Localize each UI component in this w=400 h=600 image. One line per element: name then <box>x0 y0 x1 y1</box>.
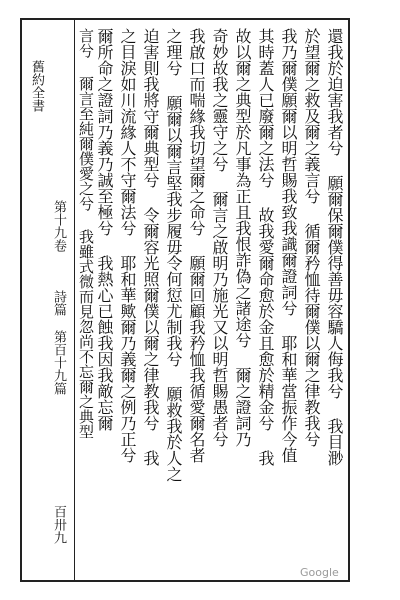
right-border-rule <box>348 18 350 582</box>
text-column: 我啟口而喘緣我切望爾之命兮 願爾回顧我矜恤我循愛爾名者 <box>187 28 206 463</box>
text-column: 爾所命之證詞乃義乃誠至極兮 我熱心已蝕我因我敵忘爾 <box>95 28 114 431</box>
text-column: 迫害則我將守爾典型兮 令爾容光照爾僕以爾之律教我兮 我 <box>141 28 160 466</box>
text-column: 之目淚如川流緣人不守爾法兮 耶和華歟爾乃義爾之例乃正兮 <box>118 28 137 463</box>
text-column: 故以爾之典型於凡事為正且我恨詐偽之諸途兮 爾之證詞乃 <box>233 28 252 447</box>
text-column: 我乃爾僕願爾以明哲賜我致我識爾證詞兮 耶和華當振作今值 <box>279 28 298 463</box>
text-column: 還我於迫害我者兮 願爾保爾僕得善毋容驕人侮我兮 我目渺 <box>325 28 344 466</box>
top-border-rule <box>20 18 350 20</box>
text-column: 於望爾之救及爾之義言兮 循爾矜恤待爾僕以爾之律教我兮 <box>302 28 321 447</box>
book-title: 舊約全書 <box>29 60 44 112</box>
left-border-rule <box>20 18 22 582</box>
chapter-label: 第百十九篇 <box>51 330 66 395</box>
margin-divider-rule <box>74 18 75 582</box>
text-column: 其時蓋人已廢爾之法兮 故我愛爾命愈於金且愈於精金兮 我 <box>256 28 275 466</box>
text-column: 言兮 爾言至純爾僕愛之兮 我雖式微而見忽尚不忘爾之典型 <box>77 28 95 439</box>
watermark: Google <box>300 566 339 579</box>
volume-label: 第十九卷 <box>51 200 66 252</box>
section-label: 詩篇 <box>51 290 66 316</box>
text-column: 奇妙故我之靈守之兮 爾言之啟明乃施光又以明哲賜愚者兮 <box>210 28 229 447</box>
text-column: 之理兮 願爾以爾言堅我步履毋令何愆尤制我兮 願救我於人之 <box>164 28 183 482</box>
bottom-border-rule <box>20 580 350 582</box>
page-number: 百卅九 <box>51 505 66 544</box>
